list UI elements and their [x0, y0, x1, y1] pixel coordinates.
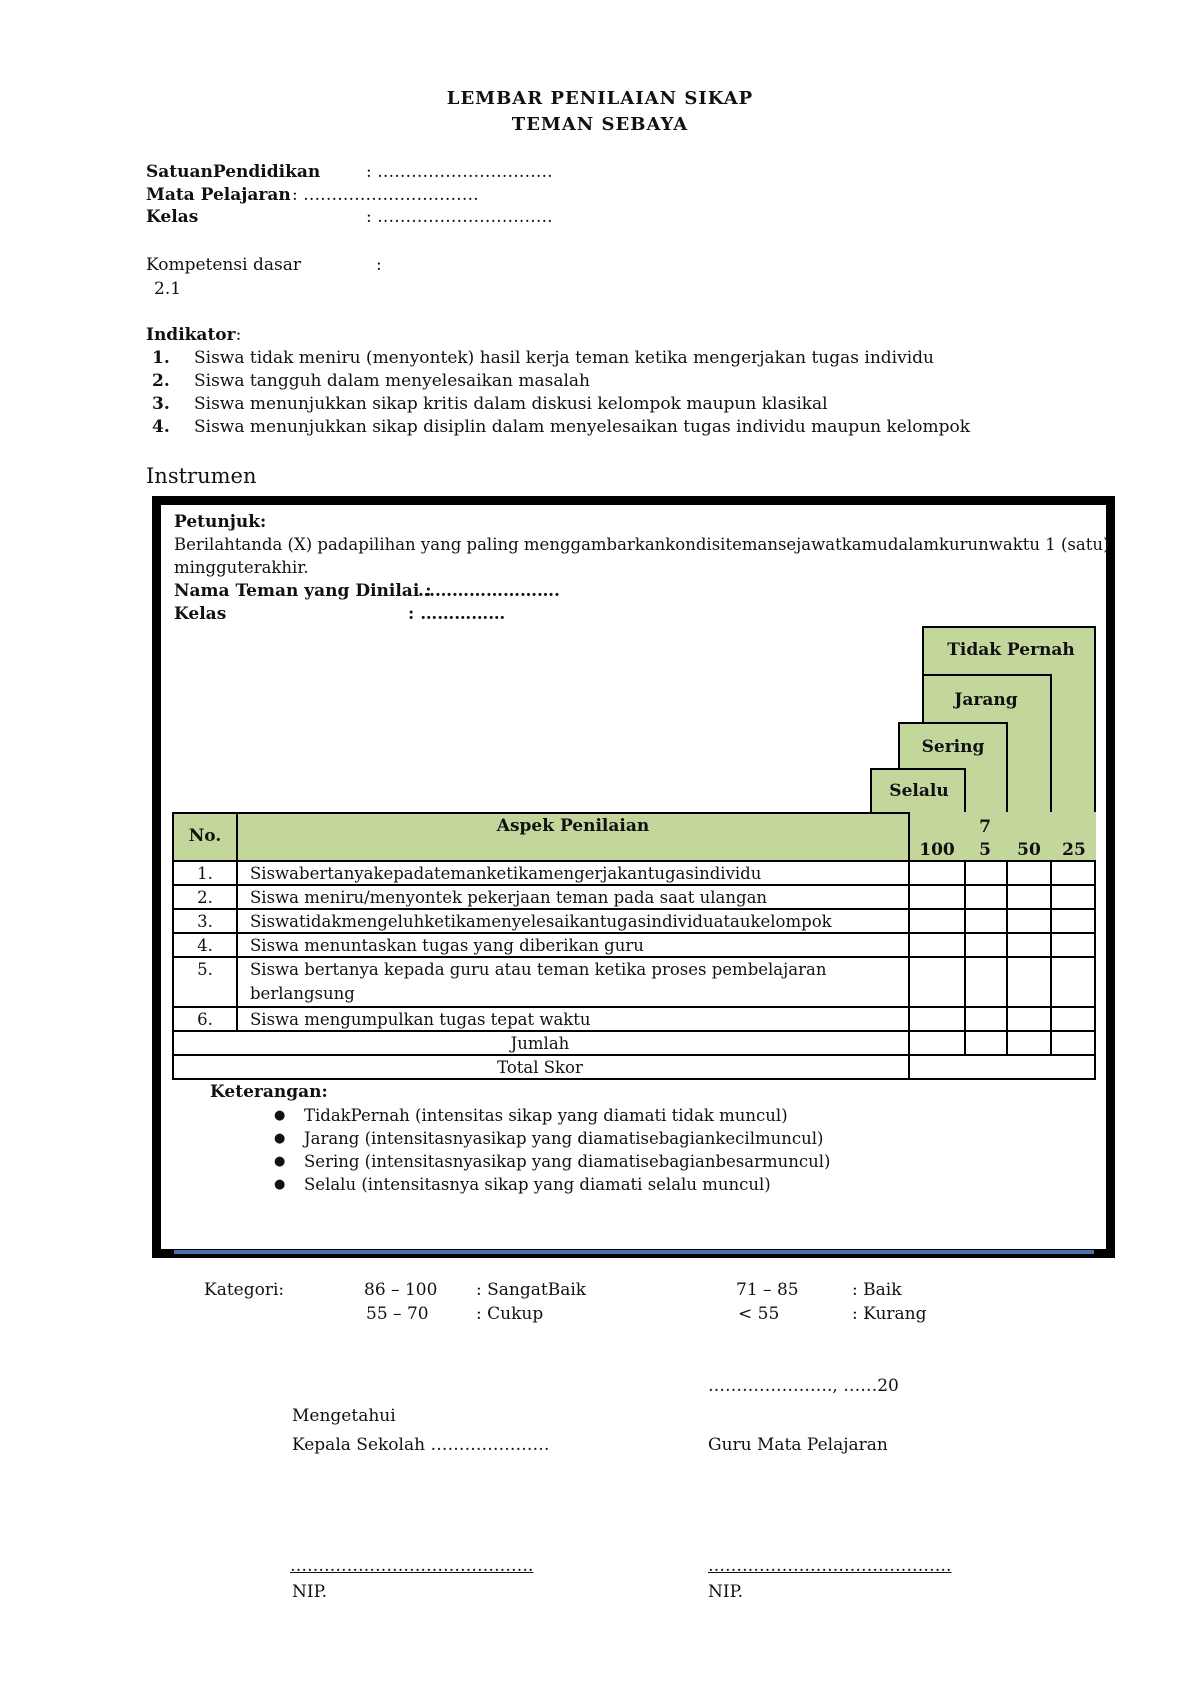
guru-label: Guru Mata Pelajaran [708, 1435, 888, 1455]
document-subtitle: TEMAN SEBAYA [511, 114, 689, 135]
mapel-label: Mata Pelajaran [146, 185, 291, 205]
satuan-label: SatuanPendidikan [146, 162, 321, 182]
signature-line-left: ……………………………………. [290, 1556, 534, 1576]
kategori-value: : Cukup [476, 1304, 544, 1324]
nama-teman-label: Nama Teman yang Dinilai : [174, 581, 432, 601]
petunjuk-label: Petunjuk: [174, 512, 267, 532]
kompetensi-colon: : [376, 255, 382, 275]
header-sering-label: Sering [921, 737, 985, 757]
kategori-range: 55 – 70 [366, 1304, 429, 1324]
header-tidak-pernah-label: Tidak Pernah [947, 640, 1075, 660]
score-jarang: 50 [1017, 840, 1041, 860]
indikator-item: 4. Siswa menunjukkan sikap disiplin dalam menyelesaikan tugas individu maupun kelompok [152, 417, 971, 437]
header-jarang-label: Jarang [954, 690, 1018, 710]
score-tidak-pernah: 25 [1062, 840, 1086, 860]
kategori-value: : SangatBaik [476, 1280, 587, 1300]
indikator-heading: Indikator: [146, 325, 242, 345]
col-divider [908, 860, 910, 1080]
satuan-value: : …………………………. [366, 162, 553, 182]
row-number: 5. [197, 960, 213, 979]
header-selalu-label: Selalu [889, 781, 949, 801]
row-divider [172, 1006, 1096, 1008]
score-sering-top: 7 [979, 817, 991, 837]
row-divider [172, 956, 1096, 958]
header-no-label: No. [188, 826, 222, 846]
row-divider [172, 1030, 1096, 1032]
indikator-item: 2. Siswa tangguh dalam menyelesaikan masalah [152, 371, 591, 391]
row-number: 6. [197, 1010, 213, 1029]
row-number: 2. [197, 888, 213, 907]
row-aspek: Siswa menuntaskan tugas yang diberikan guru [250, 936, 644, 955]
kepala-sekolah-label: Kepala Sekolah ………………… [292, 1435, 550, 1455]
kelas-value: : …………………………. [366, 207, 553, 227]
keterangan-item: ● Jarang (intensitasnyasikap yang diamatisebagiankecilmuncul) [304, 1129, 823, 1148]
petunjuk-text: Berilahtanda (X) padapilihan yang paling menggambarkankondisitemansejawatkamudalamkurunwaktu 1 (satu) [174, 535, 1110, 554]
row-divider [172, 908, 1096, 910]
kategori-label: Kategori: [204, 1280, 285, 1300]
row-aspek-continued: berlangsung [250, 984, 355, 1003]
row-aspek: Siswa mengumpulkan tugas tepat waktu [250, 1010, 591, 1029]
petunjuk-text-continued: mingguterakhir. [174, 558, 309, 577]
col-divider [1050, 860, 1052, 1056]
keterangan-item: ● Sering (intensitasnyasikap yang diamatisebagianbesarmuncul) [304, 1152, 830, 1171]
frame-accent-line [174, 1250, 1094, 1254]
col-divider [1006, 860, 1008, 1056]
kompetensi-value: 2.1 [154, 279, 182, 299]
mengetahui-label: Mengetahui [292, 1406, 396, 1426]
nip-right: NIP. [708, 1582, 743, 1602]
total-skor-label: Total Skor [497, 1058, 583, 1077]
document-title: LEMBAR PENILAIAN SIKAP [446, 88, 754, 109]
jumlah-label: Jumlah [510, 1034, 570, 1053]
row-divider [172, 1054, 1096, 1056]
instrumen-kelas-value: : …………… [408, 604, 506, 624]
instrumen-heading: Instrumen [146, 464, 257, 488]
instrumen-kelas-label: Kelas [174, 604, 227, 624]
header-aspek-label: Aspek Penilaian [496, 816, 650, 836]
mapel-value: : …………………………. [292, 185, 479, 205]
row-number: 3. [197, 912, 213, 931]
row-aspek: Siswa meniru/menyontek pekerjaan teman pada saat ulangan [250, 888, 768, 907]
kelas-label: Kelas [146, 207, 199, 227]
kategori-value: : Kurang [852, 1304, 927, 1324]
row-number: 1. [197, 864, 213, 883]
kompetensi-label: Kompetensi dasar [146, 255, 301, 275]
date-line: …………………., ……20 [708, 1376, 899, 1396]
nama-teman-value: ……………………. [418, 581, 560, 601]
signature-line-right: ……………………………………. [708, 1556, 952, 1576]
keterangan-label: Keterangan: [210, 1082, 328, 1102]
row-number: 4. [197, 936, 213, 955]
row-divider [172, 932, 1096, 934]
row-aspek: Siswabertanyakepadatemanketikamengerjakantugasindividu [250, 864, 762, 883]
kategori-value: : Baik [852, 1280, 902, 1300]
score-sering-bottom: 5 [979, 840, 991, 860]
indikator-item: 3. Siswa menunjukkan sikap kritis dalam diskusi kelompok maupun klasikal [152, 394, 828, 414]
row-aspek: Siswa bertanya kepada guru atau teman ketika proses pembelajaran [250, 960, 827, 979]
keterangan-item: ● TidakPernah (intensitas sikap yang diamati tidak muncul) [304, 1106, 788, 1125]
kategori-range: < 55 [738, 1304, 780, 1324]
indikator-item: 1. Siswa tidak meniru (menyontek) hasil kerja teman ketika mengerjakan tugas individu [152, 348, 934, 368]
score-selalu: 100 [919, 840, 955, 860]
kategori-range: 86 – 100 [364, 1280, 438, 1300]
keterangan-item: ● Selalu (intensitasnya sikap yang diamati selalu muncul) [304, 1175, 771, 1194]
col-divider [964, 860, 966, 1056]
row-divider [172, 884, 1096, 886]
row-aspek: Siswatidakmengeluhketikamenyelesaikantugasindividuataukelompok [250, 912, 832, 931]
nip-left: NIP. [292, 1582, 327, 1602]
kategori-range: 71 – 85 [736, 1280, 799, 1300]
